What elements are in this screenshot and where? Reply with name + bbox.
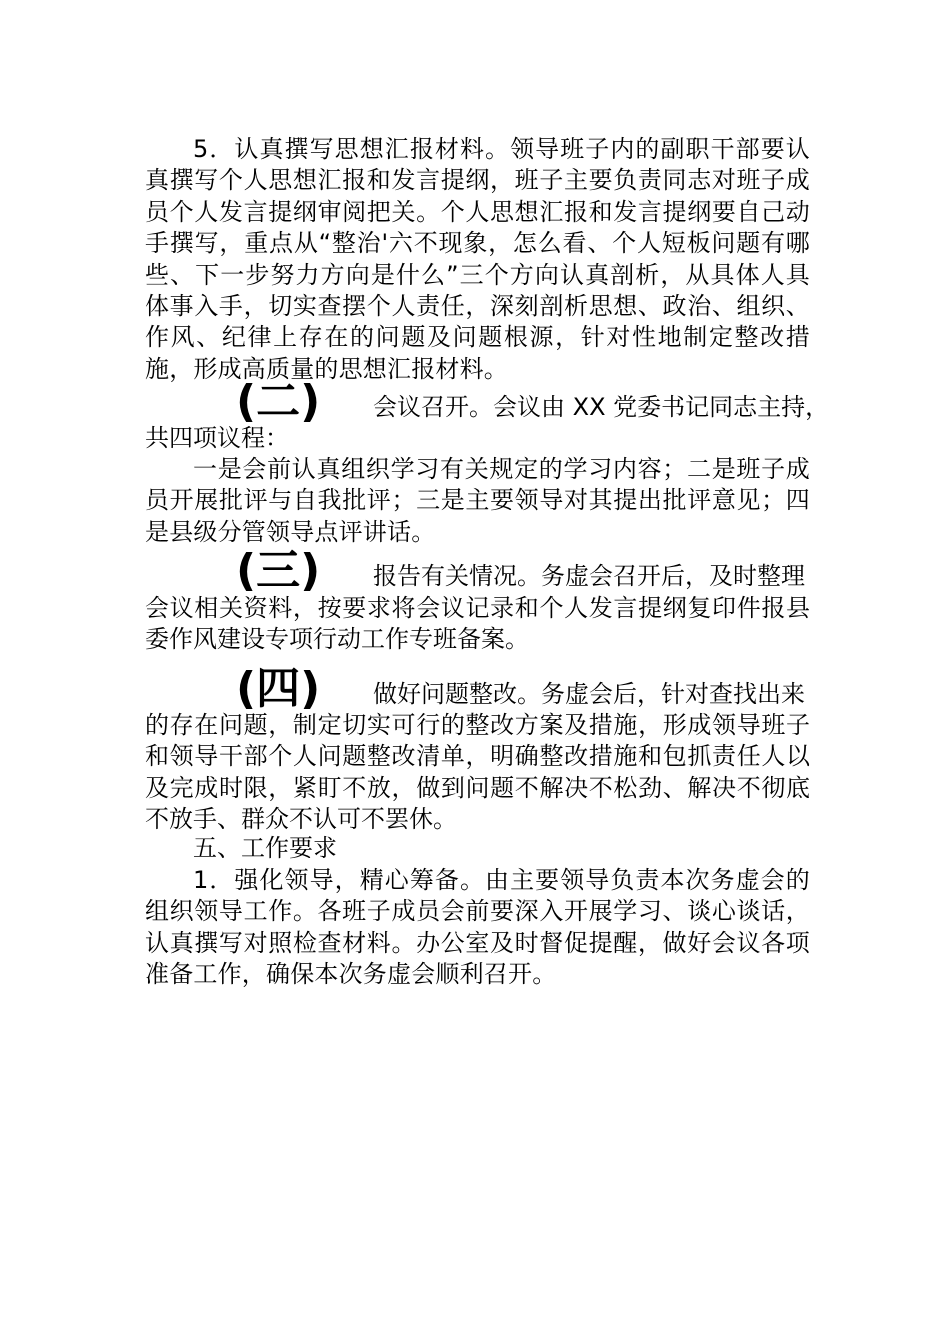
- section-heading-2: 会议召开。会议由 XX 党委书记同志主持，: [373, 393, 830, 421]
- paragraph-item-5: 5．认真撰写思想汇报材料。领导班子内的副职干部要认真撰写个人思想汇报和发言提纲，班子主要负责同志对班子成员个人发言提纲审阅把关。个人思想汇报和发言提纲要自己动手撰写，重点从“整治'六不现象，怎么看、个人短板问题有哪些、下一步努力方向是什么”三个方向认真剖析，从具体人具体事入手，切实查摆个人责任，深刻剖析思想、政治、组织、作风、纪律上存在的问题及问题根源，针对性地制定整改措施，形成高质量的思想汇报材料。: [145, 135, 810, 383]
- section-number-4: (四): [236, 663, 321, 714]
- section-title-5: 五、工作要求: [193, 834, 337, 862]
- section-number-3: (三): [236, 545, 321, 596]
- section-continuation-2: 共四项议程：: [145, 424, 289, 452]
- section-number-2: (二): [236, 376, 321, 427]
- section-heading-3: 报告有关情况。务虚会召开后，及时整理: [373, 562, 805, 590]
- section-continuation-3: 会议相关资料，按要求将会议记录和个人发言提纲复印件报县委作风建设专项行动工作专班备案。: [145, 594, 810, 654]
- paragraph-agenda: 一是会前认真组织学习有关规定的学习内容；二是班子成员开展批评与自我批评；三是主要领导对其提出批评意见；四是县级分管领导点评讲话。: [145, 455, 810, 546]
- section-heading-4: 做好问题整改。务虚会后，针对查找出来: [373, 680, 805, 708]
- section-continuation-4: 的存在问题，制定切实可行的整改方案及措施，形成领导班子和领导干部个人问题整改清单，明确整改措施和包抓责任人以及完成时限，紧盯不放，做到问题不解决不松劲、解决不彻底不放手、群众不认可不罢休。: [145, 711, 810, 834]
- paragraph-item-1: 1．强化领导，精心筹备。由主要领导负责本次务虚会的组织领导工作。各班子成员会前要深入开展学习、谈心谈话，认真撰写对照检查材料。办公室及时督促提醒，做好会议各项准备工作，确保本次务虚会顺利召开。: [145, 866, 810, 989]
